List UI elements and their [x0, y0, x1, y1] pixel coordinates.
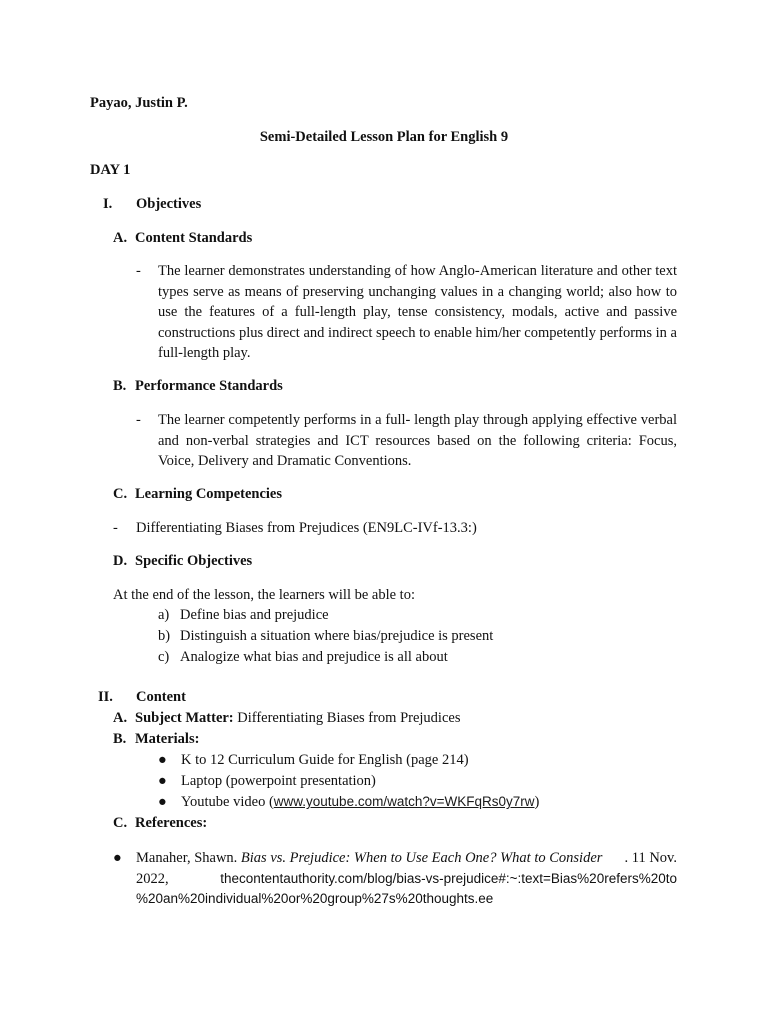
subject-matter-letter: A.	[113, 710, 128, 726]
performance-standards-text: The learner competently performs in a full- length play through applying effective verbal and non-verbal strategies and ICT resources based on the following criteria: Focus, Voice, Delivery and Dramatic Conventions.	[158, 412, 677, 469]
section-2-title: Content	[136, 689, 186, 705]
subject-matter-label: Subject Matter:	[135, 710, 234, 726]
materials-label: Materials:	[135, 731, 200, 747]
references-label: References:	[135, 815, 208, 831]
materials-heading	[113, 729, 199, 750]
learning-competencies-text: Differentiating Biases from Prejudices (EN9LC-IVf-13.3:)	[136, 520, 477, 536]
list-item	[158, 605, 329, 626]
material-item-youtube	[181, 792, 539, 813]
reference-line-2	[136, 869, 677, 890]
reference-year: 2022,	[136, 870, 169, 887]
performance-standards-heading	[113, 376, 283, 397]
specific-objectives-intro: At the end of the lesson, the learners will be able to:	[113, 587, 415, 603]
bullet-icon: ●	[158, 794, 167, 810]
section-2-heading	[98, 687, 186, 708]
reference-author-title	[136, 848, 602, 869]
materials-letter: B.	[113, 731, 127, 747]
subject-matter-line	[113, 708, 460, 729]
reference-title: Bias vs. Prejudice: When to Use Each One? What to Consider	[240, 850, 603, 866]
content-standards-dash: -	[136, 263, 141, 279]
material-item: K to 12 Curriculum Guide for English (page 214)	[181, 752, 469, 768]
references-heading	[113, 813, 207, 834]
material-item: Laptop (powerpoint presentation)	[181, 773, 376, 789]
specific-objectives-heading	[113, 551, 252, 572]
list-item-text: Analogize what bias and prejudice is all about	[180, 649, 448, 665]
content-standards-letter: A.	[113, 230, 128, 246]
author-name: Payao, Justin P.	[90, 95, 188, 111]
bullet-icon: ●	[158, 752, 167, 768]
reference-author: Manaher, Shawn.	[136, 850, 238, 866]
section-2-number: II.	[98, 689, 113, 705]
bullet-icon: ●	[158, 773, 167, 789]
content-standards-title: Content Standards	[135, 230, 253, 246]
performance-standards-letter: B.	[113, 378, 127, 394]
youtube-link[interactable]: www.youtube.com/watch?v=WKFqRs0y7rw	[273, 794, 535, 809]
learning-competencies-heading	[113, 484, 282, 505]
bullet-icon: ●	[113, 850, 122, 866]
youtube-suffix: )	[534, 794, 540, 810]
reference-url-2[interactable]: %20an%20individual%20or%20group%27s%20thoughts.ee	[136, 891, 494, 906]
performance-standards-dash: -	[136, 412, 141, 428]
content-standards-text: The learner demonstrates understanding of how Anglo-American literature and other text types serve as means of preserving unchanging values in a changing world; also how to use the features of a full-length play, tense consistency, modals, active and passive constructions plus direct and indirect speech to enable him/her competently performs in a full-length play.	[158, 263, 677, 361]
list-marker: b)	[158, 628, 171, 644]
list-item-text: Distinguish a situation where bias/prejudice is present	[180, 628, 494, 644]
list-item	[158, 647, 448, 668]
specific-objectives-letter: D.	[113, 553, 128, 569]
section-1-number: I.	[103, 196, 113, 212]
list-item-text: Define bias and prejudice	[180, 607, 329, 623]
section-1-title: Objectives	[136, 196, 202, 212]
learning-competencies-dash: -	[113, 520, 118, 536]
list-item	[158, 626, 493, 647]
list-marker: c)	[158, 649, 170, 665]
learning-competencies-title: Learning Competencies	[135, 486, 282, 502]
list-marker: a)	[158, 607, 170, 623]
reference-entry	[136, 848, 677, 910]
references-letter: C.	[113, 815, 128, 831]
performance-standards-title: Performance Standards	[135, 378, 283, 394]
document-title: Semi-Detailed Lesson Plan for English 9	[259, 129, 509, 145]
reference-url-1[interactable]: thecontentauthority.com/blog/bias-vs-prejudice#:~:text=Bias%20refers%20to	[220, 870, 677, 886]
reference-line-1	[136, 848, 677, 869]
youtube-prefix: Youtube video (	[181, 794, 274, 810]
section-1-heading	[103, 194, 201, 215]
specific-objectives-title: Specific Objectives	[135, 553, 253, 569]
learning-competencies-letter: C.	[113, 486, 128, 502]
content-standards-heading	[113, 228, 252, 249]
subject-matter-text: Differentiating Biases from Prejudices	[237, 710, 461, 726]
reference-date: . 11 Nov.	[624, 850, 677, 866]
day-heading: DAY 1	[90, 162, 131, 178]
